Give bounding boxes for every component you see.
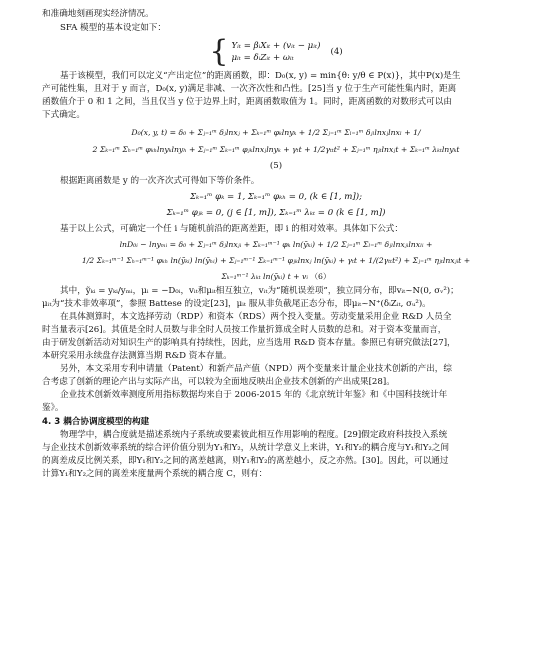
text-line: 另外，本文采用专利申请量（Patent）和新产品产值（NPD）两个变量来计量企业技术创新的产出，综 (60, 364, 452, 374)
paragraph-sfa-intro: SFA 模型的基本设定如下： (60, 23, 166, 33)
equation-6-line-3: Σₖ₌₁ᵐ⁻¹ λₖₜ ln(ỹₖᵢ) t + vᵢ (221, 272, 308, 281)
text-line: 时当量表示[26]。其值是全时人员数与非全时人员按工作量折算成全时人员数的总和。对于资本变量而言， (42, 325, 447, 335)
equation-6-line-1: lnD₀ᵢ − lnyₘᵢ = δ₀ + Σⱼ₌₁ᵐ δⱼlnxⱼᵢ + Σₖ₌₁ᵐ⁻¹ φₖ ln(ỹₖᵢ) + 1/2 Σⱼ₌₁ᵐ Σₗ₌₁ᵐ δⱼₗlnxⱼᵢlnxₗᵢ + (119, 240, 433, 249)
equation-4-line-2: μᵢₜ = δᵢZᵢₜ + ωᵢₜ (231, 53, 294, 63)
text-line: 与企业技术创新效率系统的综合评价值分别为Y₁和Y₂，从统计学意义上来讲，Y₁和Y₂的耦合度与Y₁和Y₂之间 (42, 443, 450, 453)
text-line: 计算Y₁和Y₂之间的离差来度量两个系统的耦合度 C，则有： (42, 469, 268, 479)
text-line: 本研究采用永续盘存法测算当期 R&D 资本存量。 (42, 351, 232, 361)
text-line: 鉴》。 (42, 403, 64, 413)
equation-conditions (42, 191, 510, 220)
text-line: 物理学中，耦合度就是描述系统内子系统或要素彼此相互作用影响的程度。[29]假定政府科技投入系统 (60, 430, 448, 440)
text-line: 企业技术创新效率测度所用指标数据均来自于 2006-2015 年的《北京统计年鉴》和《中国科技统计年 (60, 390, 448, 400)
text-line: 产可能性集，且对于 y 而言，D₀(x, y)满足非减、一次齐次性和凸性。[25]当 y 位于生产可能性集内时，距离 (42, 84, 457, 94)
text-line: 其中，ỹₖᵢ = yₖᵢ/yₘᵢ，μᵢ = −D₀ᵢ，vᵢₜ和μᵢₜ相互独立，vᵢₜ为“随机误差项”，独立同分布，即vᵢₜ~N(0, σᵥ²)； (60, 286, 459, 296)
text-line: 的离差成反比例关系，即Y₁和Y₂之间的离差越离，则Y₁和Y₂的离差越小，反之亦然。[30]。因此，可以通过 (42, 456, 449, 466)
paragraph-homogeneity: 根据距离函数是 y 的一次齐次式可得如下等价条件。 (60, 176, 260, 186)
equation-number: (4) (330, 46, 343, 57)
paragraph-formula-intro: 基于以上公式，可确定一个任 i 与随机前沿的距离差距，即 i 的相对效率。具体如下公式： (60, 224, 403, 234)
equation-6-line-2: 1/2 Σₖ₌₁ᵐ⁻¹ Σₕ₌₁ᵐ⁻¹ φₖₕ ln(ỹₖᵢ) ln(ỹₕᵢ) + Σⱼ₌₁ᵐ⁻¹ Σₖ₌₁ᵐ⁻¹ φⱼₖlnxⱼ ln(ỹₖᵢ) + γₜt + 1/(2γₜₜt²) + Σⱼ₌₁ᵐ ηⱼₜlnxⱼᵢt + (81, 256, 471, 265)
equation-number: (5) (269, 161, 283, 171)
equation-4-line-1: Yᵢₜ = βᵢXᵢₜ + (vᵢₜ − μᵢₜ) (231, 41, 321, 51)
text-line: 函数值介于 0 和 1 之间，当且仅当 y 位于边界上时，距离函数取值为 1。同时，距离函数的对数形式可以由 (42, 97, 452, 107)
paragraph-data-source (42, 389, 510, 415)
paragraph-distance-function (42, 70, 510, 122)
equation-conditions-line-1: Σₖ₌₁ᵐ φₖ = 1, Σₖ₌₁ᵐ φₖₕ = 0, (k ∈ [1, m]); (189, 192, 363, 202)
paragraph-coupling (42, 429, 510, 481)
equation-brace: { (209, 34, 229, 69)
text-line: 合考虑了创新的理论产出与实际产出，可以较为全面地反映出企业技术创新的产出成果[28]。 (42, 377, 395, 387)
paragraph-where (42, 285, 510, 311)
equation-4 (42, 34, 510, 69)
text-line: μᵢₜ为“技术非效率项”，参照 Battese 的设定[23]，μᵢₜ 服从非负截尾正态分布，即μᵢₜ~N⁺(δᵢZᵢₜ, σᵤ²)。 (42, 299, 431, 309)
text-line: 基于该模型，我们可以定义“产出定位”的距离函数，即：D₀(x, y) = min{θ: y/θ ∈ P(x)}，其中P(x)是生 (60, 71, 461, 81)
text-line: 由于研发创新活动对知识生产的影响具有持续性，因此，应当选用 R&D 资本存量。参照已有研究做法[27]， (42, 338, 456, 348)
equation-number: （6） (310, 272, 331, 281)
text-line: 下式确定。 (42, 110, 85, 120)
equation-5-line-1: D₀(x, y, t) = δ₀ + Σⱼ₌₁ᵐ δⱼlnxⱼ + Σₖ₌₁ᵐ φₖlnyₖ + 1/2 Σⱼ₌₁ᵐ Σₗ₌₁ᵐ δⱼₗlnxⱼlnxₗ + 1/ (131, 128, 421, 137)
paragraph-continuation: 和准确地刻画现实经济情况。 (42, 9, 154, 19)
equation-5-line-2: 2 Σₖ₌₁ᵐ Σₕ₌₁ᵐ φₖₕlnyₖlnyₕ + Σⱼ₌₁ᵐ Σₖ₌₁ᵐ φⱼₖlnxⱼlnyₖ + γₜt + 1/2γₜₜt² + Σⱼ₌₁ᵐ ηⱼₜlnxⱼt + Σₖ₌₁ᵐ λₖₜlnyₖt (92, 145, 460, 154)
equation-5 (42, 126, 510, 173)
paragraph-patent (42, 363, 510, 389)
paragraph-measurement (42, 311, 510, 363)
text-line: 在具体测算时，本文选择劳动（RDP）和资本（RDS）两个投入变量。劳动变量采用企业 R&D 人员全 (60, 312, 452, 322)
equation-conditions-line-2: Σₖ₌₁ᵐ φⱼₖ = 0, (j ∈ [1, m]), Σₖ₌₁ᵐ λₖₜ = 0 (k ∈ [1, m]) (166, 208, 386, 218)
equation-6 (42, 238, 510, 283)
section-heading: 4. 3 耦合协调度模型的构建 (42, 417, 150, 427)
